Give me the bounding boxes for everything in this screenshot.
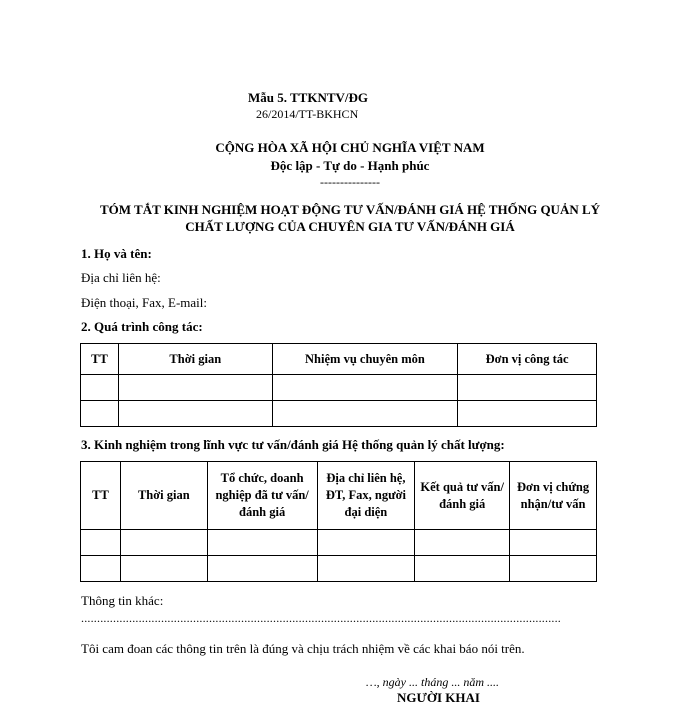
section2-heading: 2. Quá trình công tác: <box>81 319 203 334</box>
table-cell[interactable] <box>415 530 510 556</box>
table-cell[interactable] <box>458 375 597 401</box>
table-cell[interactable] <box>120 530 207 556</box>
country-name: CỘNG HÒA XÃ HỘI CHỦ NGHĨA VIỆT NAM <box>215 140 485 155</box>
table-row <box>81 375 597 401</box>
document-title-line1: TÓM TẮT KINH NGHIỆM HOẠT ĐỘNG TƯ VẤN/ĐÁNH GIÁ HỆ THỐNG QUẢN LÝ <box>99 202 601 217</box>
table-cell[interactable] <box>272 375 458 401</box>
table-cell[interactable] <box>120 556 207 582</box>
other-info-label: Thông tin khác: <box>81 593 164 608</box>
table-cell[interactable] <box>510 556 597 582</box>
table-header-row <box>81 462 597 530</box>
col-header-time: Thời gian <box>118 344 272 375</box>
table-cell[interactable] <box>207 556 317 582</box>
table-cell[interactable] <box>207 530 317 556</box>
table-row <box>81 556 597 582</box>
table-cell[interactable] <box>317 556 415 582</box>
col-header-result: Kết quả tư vấn/đánh giá <box>415 462 510 530</box>
table-cell[interactable] <box>81 401 119 427</box>
col-header-tt: TT <box>81 462 121 530</box>
motto: Độc lập - Tự do - Hạnh phúc <box>270 158 430 173</box>
table-cell[interactable] <box>118 375 272 401</box>
address-label: Địa chỉ liên hệ: <box>81 270 161 285</box>
col-header-certifier: Đơn vị chứng nhận/tư vấn <box>510 462 597 530</box>
section1-heading: 1. Họ và tên: <box>81 246 152 261</box>
contact-label: Điện thoại, Fax, E-mail: <box>81 295 208 310</box>
table-row <box>81 401 597 427</box>
table-cell[interactable] <box>317 530 415 556</box>
table-cell[interactable] <box>118 401 272 427</box>
declaration-text: Tôi cam đoan các thông tin trên là đúng và chịu trách nhiệm về các khai báo nói trên. <box>81 641 525 656</box>
table-row <box>81 530 597 556</box>
section3-heading: 3. Kinh nghiệm trong lĩnh vực tư vấn/đánh giá Hệ thống quản lý chất lượng: <box>81 437 505 452</box>
table-cell[interactable] <box>272 401 458 427</box>
table-cell[interactable] <box>81 375 119 401</box>
header-separator: --------------- <box>320 175 380 189</box>
col-header-organization: Tổ chức, doanh nghiệp đã tư vấn/đánh giá <box>207 462 317 530</box>
experience-table <box>80 461 597 582</box>
form-code: Mẫu 5. TTKNTV/ĐG <box>248 90 369 105</box>
col-header-time: Thời gian <box>120 462 207 530</box>
work-history-table <box>80 343 597 427</box>
col-header-workplace: Đơn vị công tác <box>458 344 597 375</box>
table-cell[interactable] <box>458 401 597 427</box>
col-header-contact: Địa chỉ liên hệ, ĐT, Fax, người đại diện <box>317 462 415 530</box>
table-cell[interactable] <box>81 556 121 582</box>
dotted-line: ...................................................................................................................................................... <box>81 611 561 625</box>
table-cell[interactable] <box>415 556 510 582</box>
signer-label: NGƯỜI KHAI <box>397 690 480 705</box>
date-line: …, ngày ... tháng ... năm .... <box>366 675 499 689</box>
table-header-row <box>81 344 597 375</box>
table-cell[interactable] <box>510 530 597 556</box>
col-header-duty: Nhiệm vụ chuyên môn <box>272 344 458 375</box>
circular-number: 26/2014/TT-BKHCN <box>256 107 359 121</box>
document-title-line2: CHẤT LƯỢNG CỦA CHUYÊN GIA TƯ VẤN/ĐÁNH GIÁ <box>185 219 515 234</box>
col-header-tt: TT <box>81 344 119 375</box>
table-cell[interactable] <box>81 530 121 556</box>
